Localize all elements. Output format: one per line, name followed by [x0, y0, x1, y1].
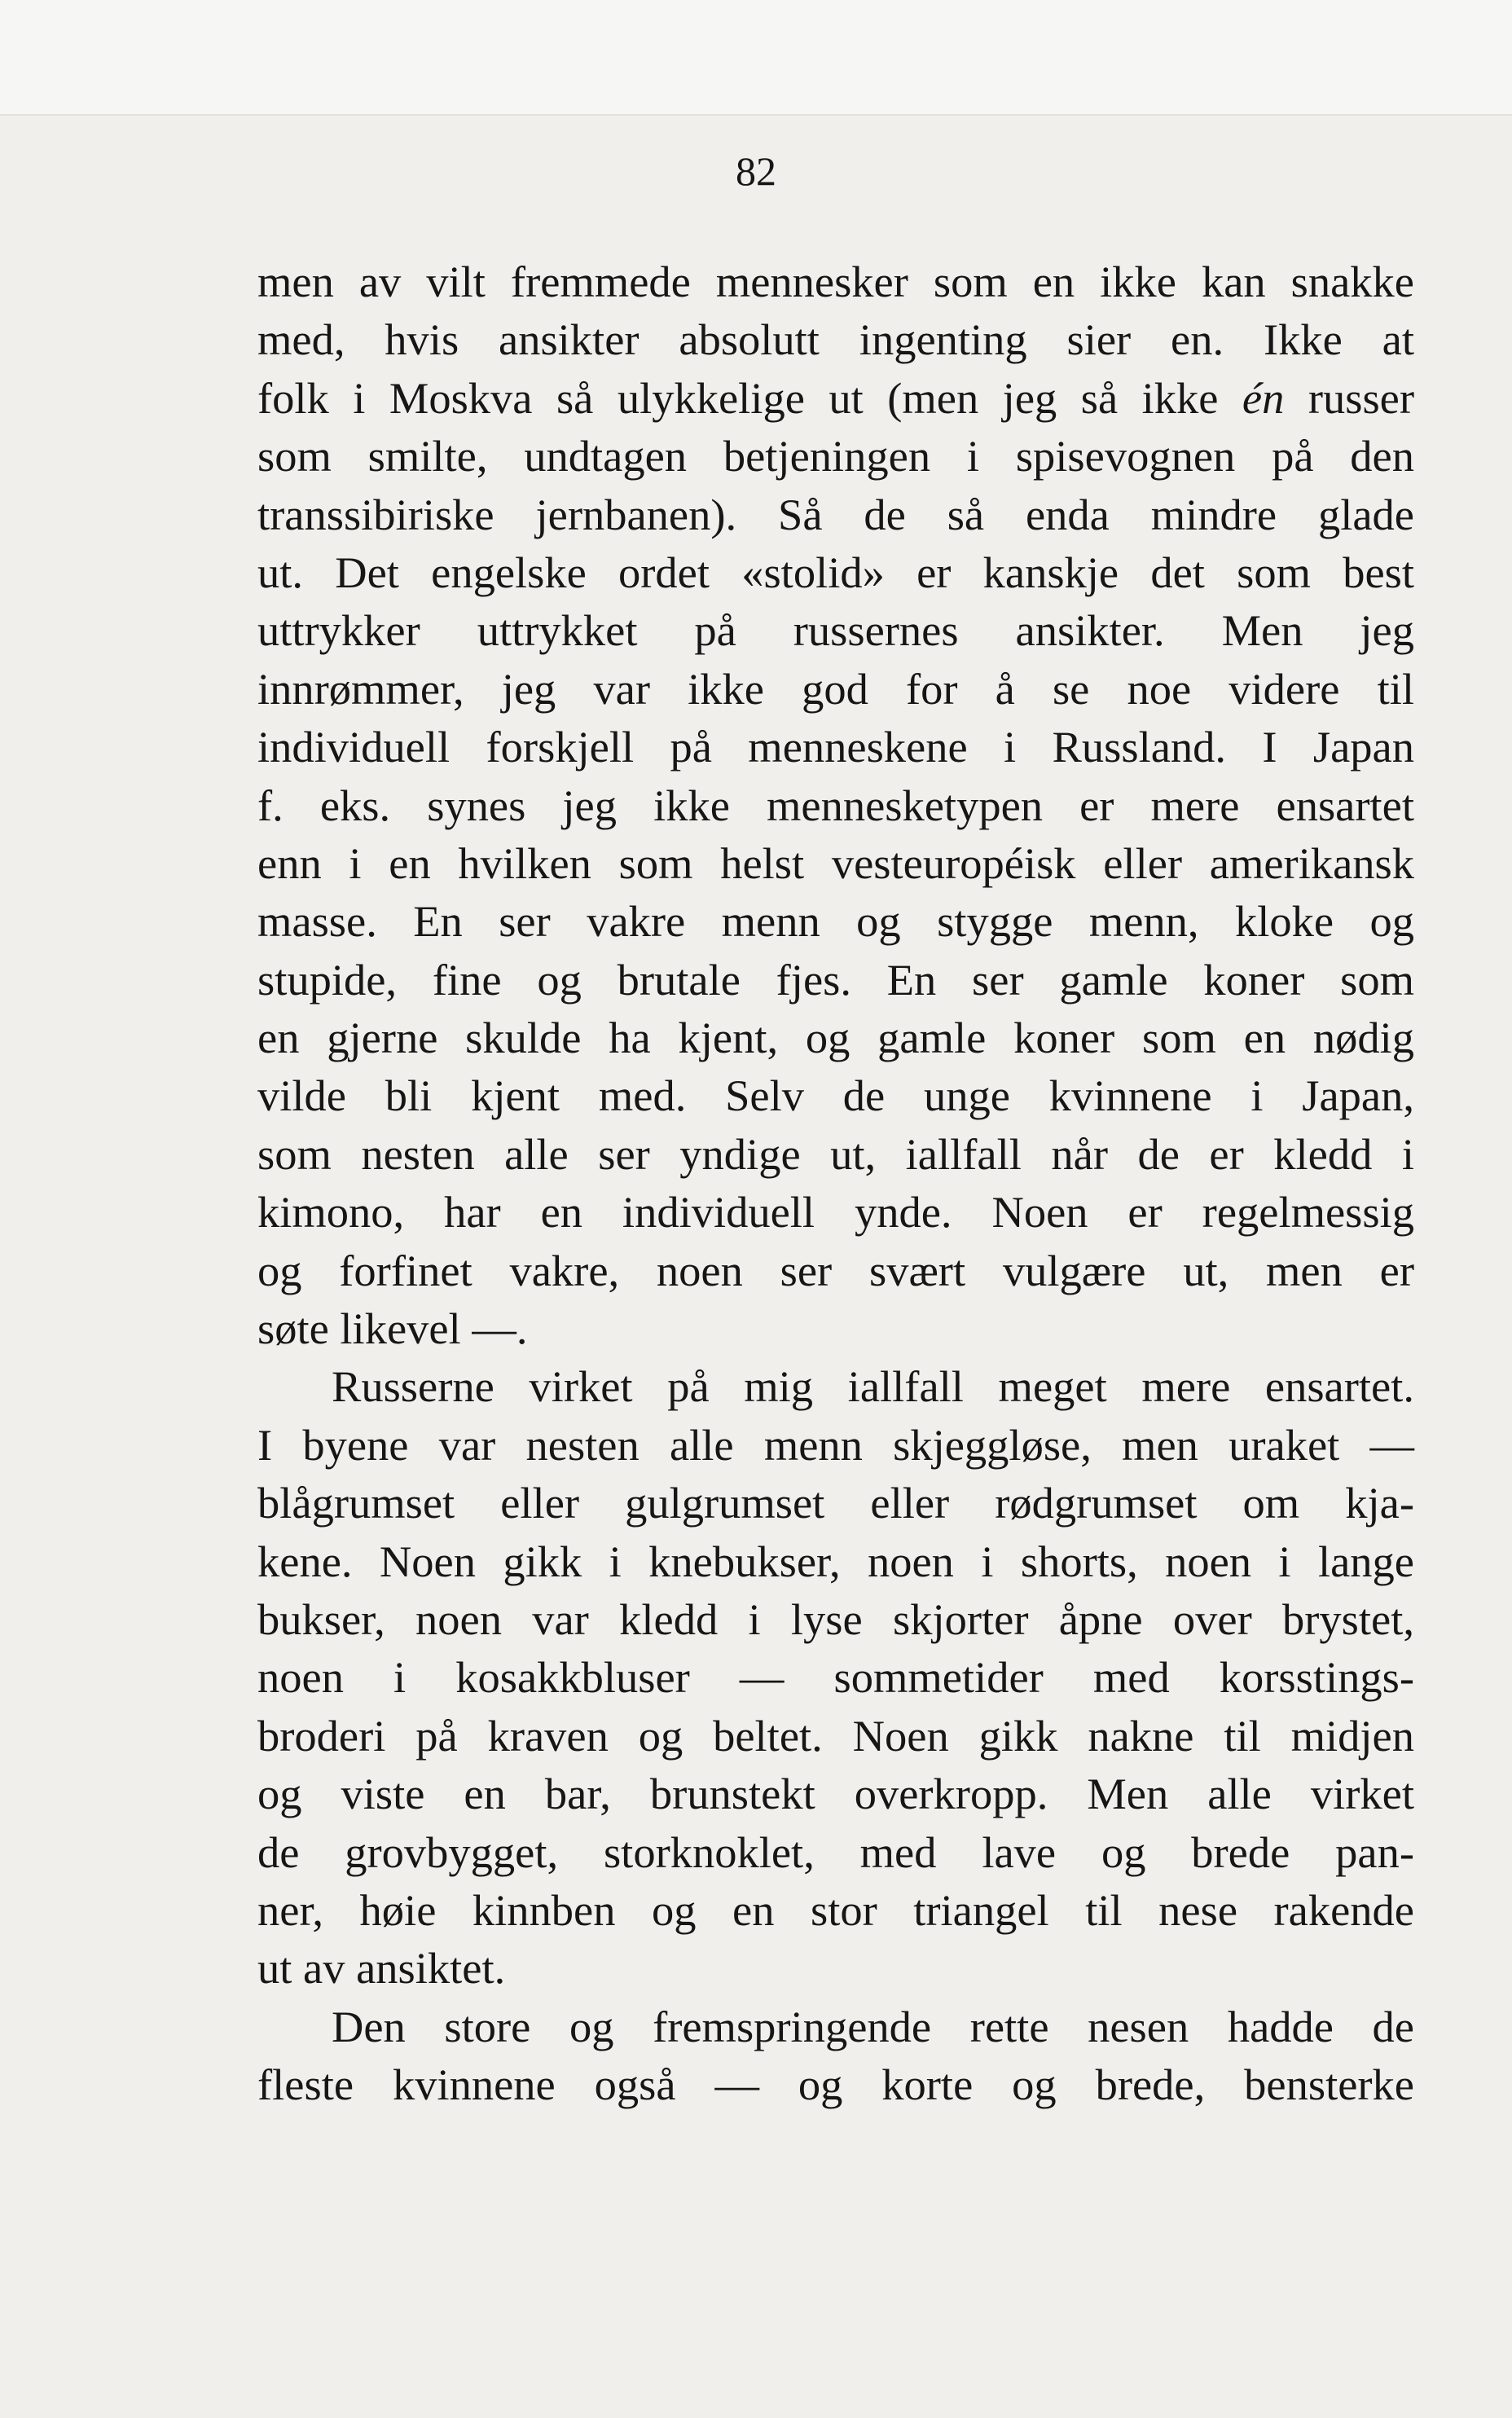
page-top-edge	[0, 0, 1512, 116]
text-line: ner, høie kinnben og en stor triangel til nese rakende	[257, 1884, 1414, 1935]
text-line: Russerne virket på mig iallfall meget mere ensartet.	[332, 1361, 1414, 1412]
text-line: ut. Det engelske ordet «stolid» er kanskje det som best	[257, 547, 1414, 597]
text-line: f. eks. synes jeg ikke mennesketypen er mere ensartet	[257, 780, 1414, 830]
text-line: en gjerne skulde ha kjent, og gamle koner som en nødig	[257, 1013, 1414, 1063]
text-line: som smilte, undtagen betjeningen i spisevognen på den	[257, 431, 1414, 481]
text-segment: russer	[1284, 372, 1415, 423]
text-line: som nesten alle ser yndige ut, iallfall når de er kledd i	[257, 1128, 1414, 1179]
text-line: kimono, har en individuell ynde. Noen er regelmessig	[257, 1187, 1414, 1238]
text-line: broderi på kraven og beltet. Noen gikk nakne til midjen	[257, 1710, 1414, 1761]
text-line: bukser, noen var kledd i lyse skjorter åpne over brystet,	[257, 1594, 1414, 1644]
text-line: de grovbygget, storknoklet, med lave og brede pan-	[257, 1827, 1414, 1877]
text-line: men av vilt fremmede mennesker som en ikke kan snakke	[257, 257, 1414, 306]
body-text	[257, 253, 1414, 2114]
text-line: uttrykker uttrykket på russernes ansikter. Men jeg	[257, 605, 1414, 656]
text-line: masse. En ser vakre menn og stygge menn, kloke og	[257, 896, 1414, 947]
text-line: innrømmer, jeg var ikke god for å se noe videre til	[257, 663, 1414, 714]
text-line: og forfinet vakre, noen ser svært vulgære ut, men er	[257, 1245, 1414, 1295]
text-line	[257, 369, 1414, 427]
emphasized-word: én	[1242, 372, 1285, 423]
text-line: fleste kvinnene også — og korte og brede, bensterke	[257, 2060, 1414, 2110]
text-segment: folk i Moskva så ulykkelige ut (men jeg så ikke	[257, 372, 1242, 423]
text-line: vilde bli kjent med. Selv de unge kvinnene i Japan,	[257, 1071, 1414, 1121]
text-line: ut av ansiktet.	[257, 1943, 506, 1994]
text-line: individuell forskjell på menneskene i Russland. I Japan	[257, 722, 1414, 772]
text-line: noen i kosakkbluser — sommetider med korsstings-	[257, 1652, 1414, 1703]
text-line: søte likevel —.	[257, 1304, 528, 1354]
text-line: kene. Noen gikk i knebukser, noen i shorts, noen i lange	[257, 1536, 1414, 1586]
text-line: stupide, fine og brutale fjes. En ser gamle koner som	[257, 954, 1414, 1005]
text-line: og viste en bar, brunstekt overkropp. Men alle virket	[257, 1769, 1414, 1819]
text-line: I byene var nesten alle menn skjeggløse, men uraket —	[257, 1419, 1414, 1470]
text-line: Den store og fremspringende rette nesen hadde de	[332, 2001, 1414, 2051]
text-line: transsibiriske jernbanen). Så de så enda mindre glade	[257, 489, 1414, 539]
text-line: blågrumset eller gulgrumset eller rødgrumset om kja-	[257, 1478, 1414, 1528]
text-line: med, hvis ansikter absolutt ingenting sier en. Ikke at	[257, 314, 1414, 365]
page-number: 82	[736, 148, 776, 194]
text-line: enn i en hvilken som helst vesteuropéisk eller amerikansk	[257, 838, 1414, 888]
